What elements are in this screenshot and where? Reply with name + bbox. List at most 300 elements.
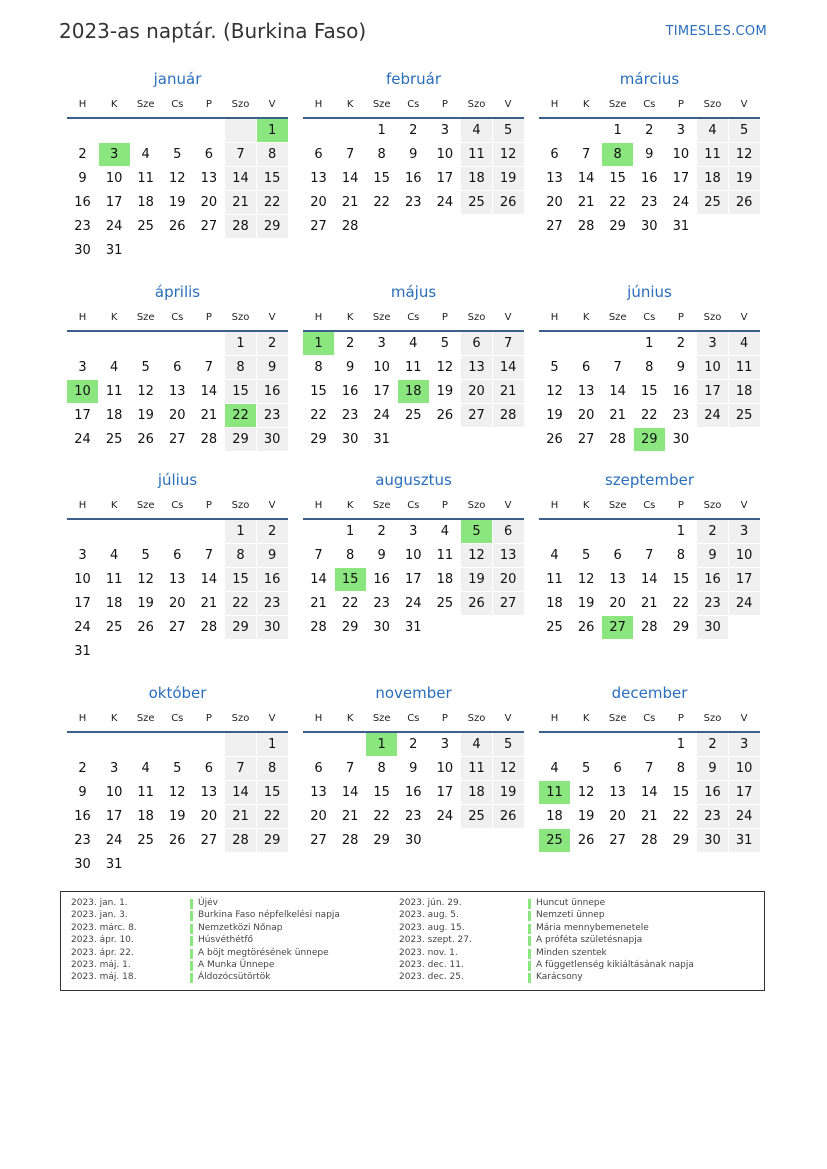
day-cell: 14: [493, 356, 524, 379]
legend-date: 2023. ápr. 22.: [71, 947, 134, 958]
weekday-header: K: [346, 500, 354, 511]
day-cell: 7: [314, 548, 323, 563]
day-cell: 19: [461, 568, 492, 591]
day-cell: 1: [613, 123, 622, 138]
day-cell: 22: [373, 195, 390, 210]
holiday-day-cell: 25: [539, 829, 570, 852]
day-cell: 4: [550, 761, 559, 776]
day-cell: 21: [341, 809, 359, 824]
holiday-marker: [190, 899, 193, 909]
day-cell: 17: [729, 781, 760, 804]
day-cell: 19: [493, 167, 524, 190]
day-cell: 21: [225, 805, 256, 828]
day-cell: 30: [672, 432, 690, 447]
day-cell: 22: [672, 596, 690, 611]
day-cell: 19: [137, 408, 154, 423]
day-cell: 6: [204, 761, 214, 776]
day-cell: 28: [609, 432, 626, 447]
day-cell: 5: [141, 360, 150, 375]
legend-date: 2023. máj. 1.: [71, 959, 131, 970]
day-cell: 8: [676, 548, 686, 563]
day-cell: 15: [641, 384, 658, 399]
day-cell: 28: [310, 620, 327, 635]
day-cell: 4: [550, 548, 559, 563]
weekday-header: Cs: [171, 312, 184, 323]
day-cell: 24: [74, 620, 91, 635]
day-cell: 17: [436, 785, 454, 800]
day-cell: 26: [729, 191, 760, 214]
weekday-header: Szo: [703, 500, 722, 511]
day-cell: 11: [405, 360, 422, 375]
day-cell: 29: [609, 219, 626, 234]
holiday-marker: [190, 961, 193, 971]
day-cell: 25: [137, 219, 154, 234]
weekday-header: Szo: [231, 312, 250, 323]
day-cell: 7: [204, 360, 214, 375]
month-name: október: [148, 684, 207, 702]
day-cell: 7: [493, 332, 524, 355]
day-cell: 1: [377, 123, 386, 138]
day-cell: 27: [310, 833, 327, 848]
weekday-header: P: [677, 500, 684, 511]
day-cell: 27: [169, 432, 186, 447]
weekday-header: Cs: [407, 713, 420, 724]
day-cell: 24: [105, 833, 123, 848]
day-cell: 11: [105, 572, 123, 587]
day-cell: 6: [550, 147, 559, 162]
day-cell: 20: [169, 596, 186, 611]
day-cell: 3: [697, 332, 728, 355]
day-cell: 13: [609, 785, 626, 800]
day-cell: 4: [440, 524, 450, 539]
holiday-day-cell: 11: [539, 781, 570, 804]
day-cell: 10: [672, 147, 690, 162]
weekday-header: H: [550, 500, 559, 511]
weekday-header: Szo: [231, 713, 250, 724]
day-cell: 12: [169, 171, 186, 186]
weekday-header: H: [314, 500, 323, 511]
day-cell: 31: [105, 857, 123, 872]
day-cell: 26: [577, 620, 595, 635]
weekday-header: Sze: [372, 713, 391, 724]
day-cell: 11: [461, 143, 492, 166]
weekday-header: K: [346, 99, 354, 110]
weekday-header: Cs: [643, 713, 656, 724]
day-cell: 10: [697, 356, 728, 379]
month-name: június: [627, 283, 672, 301]
day-cell: 12: [169, 785, 186, 800]
day-cell: 20: [200, 809, 218, 824]
day-cell: 14: [577, 171, 595, 186]
day-cell: 7: [581, 147, 591, 162]
day-cell: 17: [373, 384, 390, 399]
weekday-header: H: [314, 99, 323, 110]
day-cell: 3: [377, 336, 386, 351]
day-cell: 25: [436, 596, 454, 611]
day-cell: 2: [78, 761, 87, 776]
day-cell: 30: [341, 432, 359, 447]
weekday-header: V: [268, 312, 276, 323]
weekday-header: P: [205, 99, 212, 110]
day-cell: 18: [546, 809, 563, 824]
site-link[interactable]: TIMESLES.COM: [665, 24, 767, 39]
legend-column: [399, 898, 739, 985]
day-cell: 26: [137, 432, 154, 447]
day-cell: 15: [225, 568, 256, 591]
day-cell: 7: [645, 548, 654, 563]
day-cell: 13: [546, 171, 563, 186]
day-cell: 28: [225, 829, 256, 852]
day-cell: 28: [641, 620, 658, 635]
day-cell: 2: [377, 524, 386, 539]
day-cell: 7: [225, 143, 256, 166]
day-cell: 13: [493, 544, 524, 567]
day-cell: 13: [200, 785, 218, 800]
weekday-header: Sze: [372, 99, 391, 110]
day-cell: 23: [257, 404, 288, 427]
day-cell: 20: [461, 380, 492, 403]
weekday-header: Sze: [136, 500, 155, 511]
day-cell: 7: [225, 757, 256, 780]
weekday-header: V: [740, 500, 748, 511]
day-cell: 29: [310, 432, 327, 447]
legend-item: [71, 898, 411, 910]
day-cell: 26: [493, 805, 524, 828]
day-cell: 23: [257, 592, 288, 615]
day-cell: 25: [729, 404, 760, 427]
day-cell: 18: [461, 167, 492, 190]
day-cell: 7: [345, 761, 355, 776]
day-cell: 22: [225, 592, 256, 615]
day-cell: 24: [105, 219, 123, 234]
day-cell: 9: [676, 360, 686, 375]
weekday-header: K: [582, 713, 590, 724]
day-cell: 25: [697, 191, 728, 214]
day-cell: 9: [409, 761, 418, 776]
day-cell: 20: [310, 809, 327, 824]
holiday-day-cell: 5: [461, 520, 492, 543]
holiday-marker: [528, 924, 531, 934]
day-cell: 20: [609, 596, 626, 611]
weekday-header: K: [110, 713, 118, 724]
weekday-header: K: [110, 500, 118, 511]
day-cell: 22: [641, 408, 658, 423]
holiday-marker: [190, 973, 193, 983]
weekday-header: Szo: [467, 713, 486, 724]
day-cell: 21: [200, 596, 218, 611]
day-cell: 20: [493, 568, 524, 591]
weekday-header: Sze: [608, 99, 627, 110]
day-cell: 9: [78, 785, 87, 800]
day-cell: 27: [200, 833, 218, 848]
day-cell: 12: [137, 572, 154, 587]
month-name: március: [619, 70, 680, 88]
day-cell: 22: [672, 809, 690, 824]
day-cell: 2: [676, 336, 686, 351]
legend-date: 2023. jan. 3.: [71, 910, 128, 921]
day-cell: 19: [436, 384, 454, 399]
day-cell: 6: [204, 147, 214, 162]
day-cell: 6: [613, 548, 622, 563]
day-cell: 6: [493, 520, 524, 543]
weekday-header: K: [346, 312, 354, 323]
day-cell: 13: [169, 572, 186, 587]
day-cell: 11: [137, 171, 154, 186]
day-cell: 7: [345, 147, 355, 162]
day-cell: 12: [436, 360, 454, 375]
day-cell: 28: [641, 833, 658, 848]
day-cell: 26: [546, 432, 563, 447]
day-cell: 24: [729, 805, 760, 828]
day-cell: 3: [78, 548, 87, 563]
day-cell: 12: [461, 544, 492, 567]
weekday-header: Sze: [372, 312, 391, 323]
day-cell: 5: [581, 548, 591, 563]
weekday-header: K: [346, 713, 354, 724]
day-cell: 8: [314, 360, 323, 375]
weekday-header: Sze: [608, 713, 627, 724]
day-cell: 18: [546, 596, 563, 611]
day-cell: 27: [200, 219, 218, 234]
weekday-header: H: [550, 99, 559, 110]
day-cell: 30: [405, 833, 422, 848]
day-cell: 15: [225, 380, 256, 403]
day-cell: 5: [141, 548, 150, 563]
day-cell: 26: [461, 592, 492, 615]
legend-item: [399, 948, 739, 960]
day-cell: 21: [341, 195, 359, 210]
holiday-day-cell: 1: [366, 733, 397, 756]
day-cell: 28: [200, 432, 218, 447]
holiday-legend: [60, 891, 765, 991]
day-cell: 23: [672, 408, 690, 423]
day-cell: 10: [729, 757, 760, 780]
day-cell: 4: [109, 360, 119, 375]
day-cell: 14: [225, 781, 256, 804]
day-cell: 1: [345, 524, 355, 539]
day-cell: 30: [641, 219, 658, 234]
day-cell: 14: [641, 785, 658, 800]
day-cell: 5: [493, 733, 524, 756]
day-cell: 8: [377, 147, 386, 162]
day-cell: 31: [672, 219, 690, 234]
month-name: november: [375, 684, 452, 702]
weekday-header: Szo: [231, 500, 250, 511]
day-cell: 14: [225, 167, 256, 190]
day-cell: 8: [257, 143, 288, 166]
day-cell: 9: [345, 360, 355, 375]
day-cell: 3: [676, 123, 686, 138]
weekday-header: Cs: [171, 99, 184, 110]
day-cell: 4: [461, 119, 492, 142]
weekday-header: V: [740, 713, 748, 724]
day-cell: 19: [169, 195, 186, 210]
day-cell: 28: [493, 404, 524, 427]
day-cell: 15: [672, 785, 690, 800]
holiday-day-cell: 22: [225, 404, 256, 427]
day-cell: 21: [577, 195, 595, 210]
day-cell: 15: [373, 171, 390, 186]
weekday-header: P: [441, 99, 448, 110]
day-cell: 15: [257, 781, 288, 804]
day-cell: 27: [546, 219, 563, 234]
weekday-header: Szo: [703, 312, 722, 323]
day-cell: 12: [493, 757, 524, 780]
holiday-marker: [528, 936, 531, 946]
day-cell: 2: [345, 336, 355, 351]
month-name: január: [153, 70, 202, 88]
day-cell: 16: [257, 568, 288, 591]
day-cell: 2: [697, 733, 728, 756]
legend-holiday-name: Mária mennybemenetele: [536, 922, 649, 933]
day-cell: 31: [405, 620, 422, 635]
weekday-header: V: [268, 500, 276, 511]
holiday-day-cell: 8: [602, 143, 633, 166]
weekday-header: K: [582, 99, 590, 110]
legend-holiday-name: Nemzetközi Nőnap: [198, 922, 283, 933]
day-cell: 27: [461, 404, 492, 427]
weekday-header: V: [504, 99, 512, 110]
day-cell: 12: [577, 785, 595, 800]
day-cell: 28: [341, 219, 359, 234]
day-cell: 25: [137, 833, 154, 848]
day-cell: 12: [546, 384, 563, 399]
day-cell: 24: [436, 195, 454, 210]
day-cell: 20: [609, 809, 626, 824]
day-cell: 3: [409, 524, 418, 539]
day-cell: 17: [405, 572, 422, 587]
day-cell: 6: [581, 360, 591, 375]
day-cell: 8: [645, 360, 654, 375]
day-cell: 16: [74, 809, 91, 824]
day-cell: 3: [78, 360, 87, 375]
holiday-day-cell: 1: [257, 119, 288, 142]
day-cell: 24: [436, 809, 454, 824]
day-cell: 10: [105, 171, 123, 186]
day-cell: 14: [200, 572, 218, 587]
day-cell: 15: [310, 384, 327, 399]
legend-date: 2023. ápr. 10.: [71, 935, 134, 946]
day-cell: 13: [577, 384, 595, 399]
holiday-day-cell: 1: [303, 332, 334, 355]
day-cell: 28: [225, 215, 256, 238]
day-cell: 22: [373, 809, 390, 824]
day-cell: 30: [697, 829, 728, 852]
day-cell: 3: [440, 737, 450, 752]
day-cell: 19: [169, 809, 186, 824]
day-cell: 8: [225, 356, 256, 379]
legend-column: [71, 898, 411, 985]
day-cell: 21: [641, 596, 658, 611]
day-cell: 26: [436, 408, 454, 423]
day-cell: 30: [373, 620, 390, 635]
day-cell: 12: [577, 572, 595, 587]
holiday-day-cell: 27: [602, 616, 633, 639]
day-cell: 27: [577, 432, 595, 447]
day-cell: 19: [577, 596, 595, 611]
day-cell: 6: [314, 761, 323, 776]
holiday-marker: [190, 911, 193, 921]
month-name: augusztus: [375, 471, 452, 489]
day-cell: 31: [373, 432, 390, 447]
weekday-header: Szo: [231, 99, 250, 110]
day-cell: 19: [137, 596, 154, 611]
day-cell: 8: [345, 548, 355, 563]
legend-date: 2023. jún. 29.: [399, 898, 462, 908]
day-cell: 9: [257, 544, 288, 567]
day-cell: 24: [672, 195, 690, 210]
day-cell: 10: [436, 761, 454, 776]
legend-item: [399, 898, 739, 910]
day-cell: 23: [641, 195, 658, 210]
day-cell: 17: [105, 809, 123, 824]
legend-item: [71, 910, 411, 922]
day-cell: 8: [377, 761, 386, 776]
day-cell: 29: [225, 428, 256, 451]
day-cell: 4: [109, 548, 119, 563]
day-cell: 25: [405, 408, 422, 423]
legend-date: 2023. jan. 1.: [71, 898, 128, 908]
weekday-header: Sze: [136, 99, 155, 110]
legend-item: [71, 948, 411, 960]
day-cell: 24: [729, 592, 760, 615]
day-cell: 16: [405, 171, 422, 186]
day-cell: 29: [225, 616, 256, 639]
day-cell: 7: [613, 360, 622, 375]
day-cell: 6: [314, 147, 323, 162]
weekday-header: H: [550, 312, 559, 323]
day-cell: 26: [577, 833, 595, 848]
legend-date: 2023. szept. 27.: [399, 935, 472, 946]
day-cell: 9: [409, 147, 418, 162]
legend-holiday-name: Karácsony: [536, 972, 583, 983]
weekday-header: Cs: [171, 500, 184, 511]
day-cell: 4: [141, 761, 150, 776]
day-cell: 12: [137, 384, 154, 399]
weekday-header: P: [441, 312, 448, 323]
legend-date: 2023. aug. 15.: [399, 922, 465, 933]
weekday-header: V: [740, 99, 748, 110]
page-title: 2023-as naptár. (Burkina Faso): [59, 19, 367, 43]
day-cell: 1: [676, 524, 686, 539]
day-cell: 15: [257, 167, 288, 190]
day-cell: 23: [74, 219, 91, 234]
weekday-header: K: [582, 500, 590, 511]
weekday-header: Sze: [136, 713, 155, 724]
day-cell: 22: [310, 408, 327, 423]
day-cell: 25: [546, 620, 563, 635]
legend-date: 2023. aug. 5.: [399, 910, 459, 921]
day-cell: 7: [645, 761, 654, 776]
day-cell: 23: [405, 809, 422, 824]
day-cell: 23: [74, 833, 91, 848]
day-cell: 21: [493, 380, 524, 403]
day-cell: 17: [105, 195, 123, 210]
weekday-header: Cs: [407, 500, 420, 511]
legend-date: 2023. máj. 18.: [71, 972, 137, 983]
day-cell: 1: [645, 336, 654, 351]
day-cell: 19: [577, 809, 595, 824]
day-cell: 2: [697, 520, 728, 543]
day-cell: 9: [697, 757, 728, 780]
day-cell: 11: [436, 548, 454, 563]
holiday-day-cell: 10: [67, 380, 98, 403]
day-cell: 3: [440, 123, 450, 138]
day-cell: 5: [493, 119, 524, 142]
month-name: május: [390, 283, 437, 301]
day-cell: 10: [405, 548, 422, 563]
day-cell: 3: [729, 520, 760, 543]
